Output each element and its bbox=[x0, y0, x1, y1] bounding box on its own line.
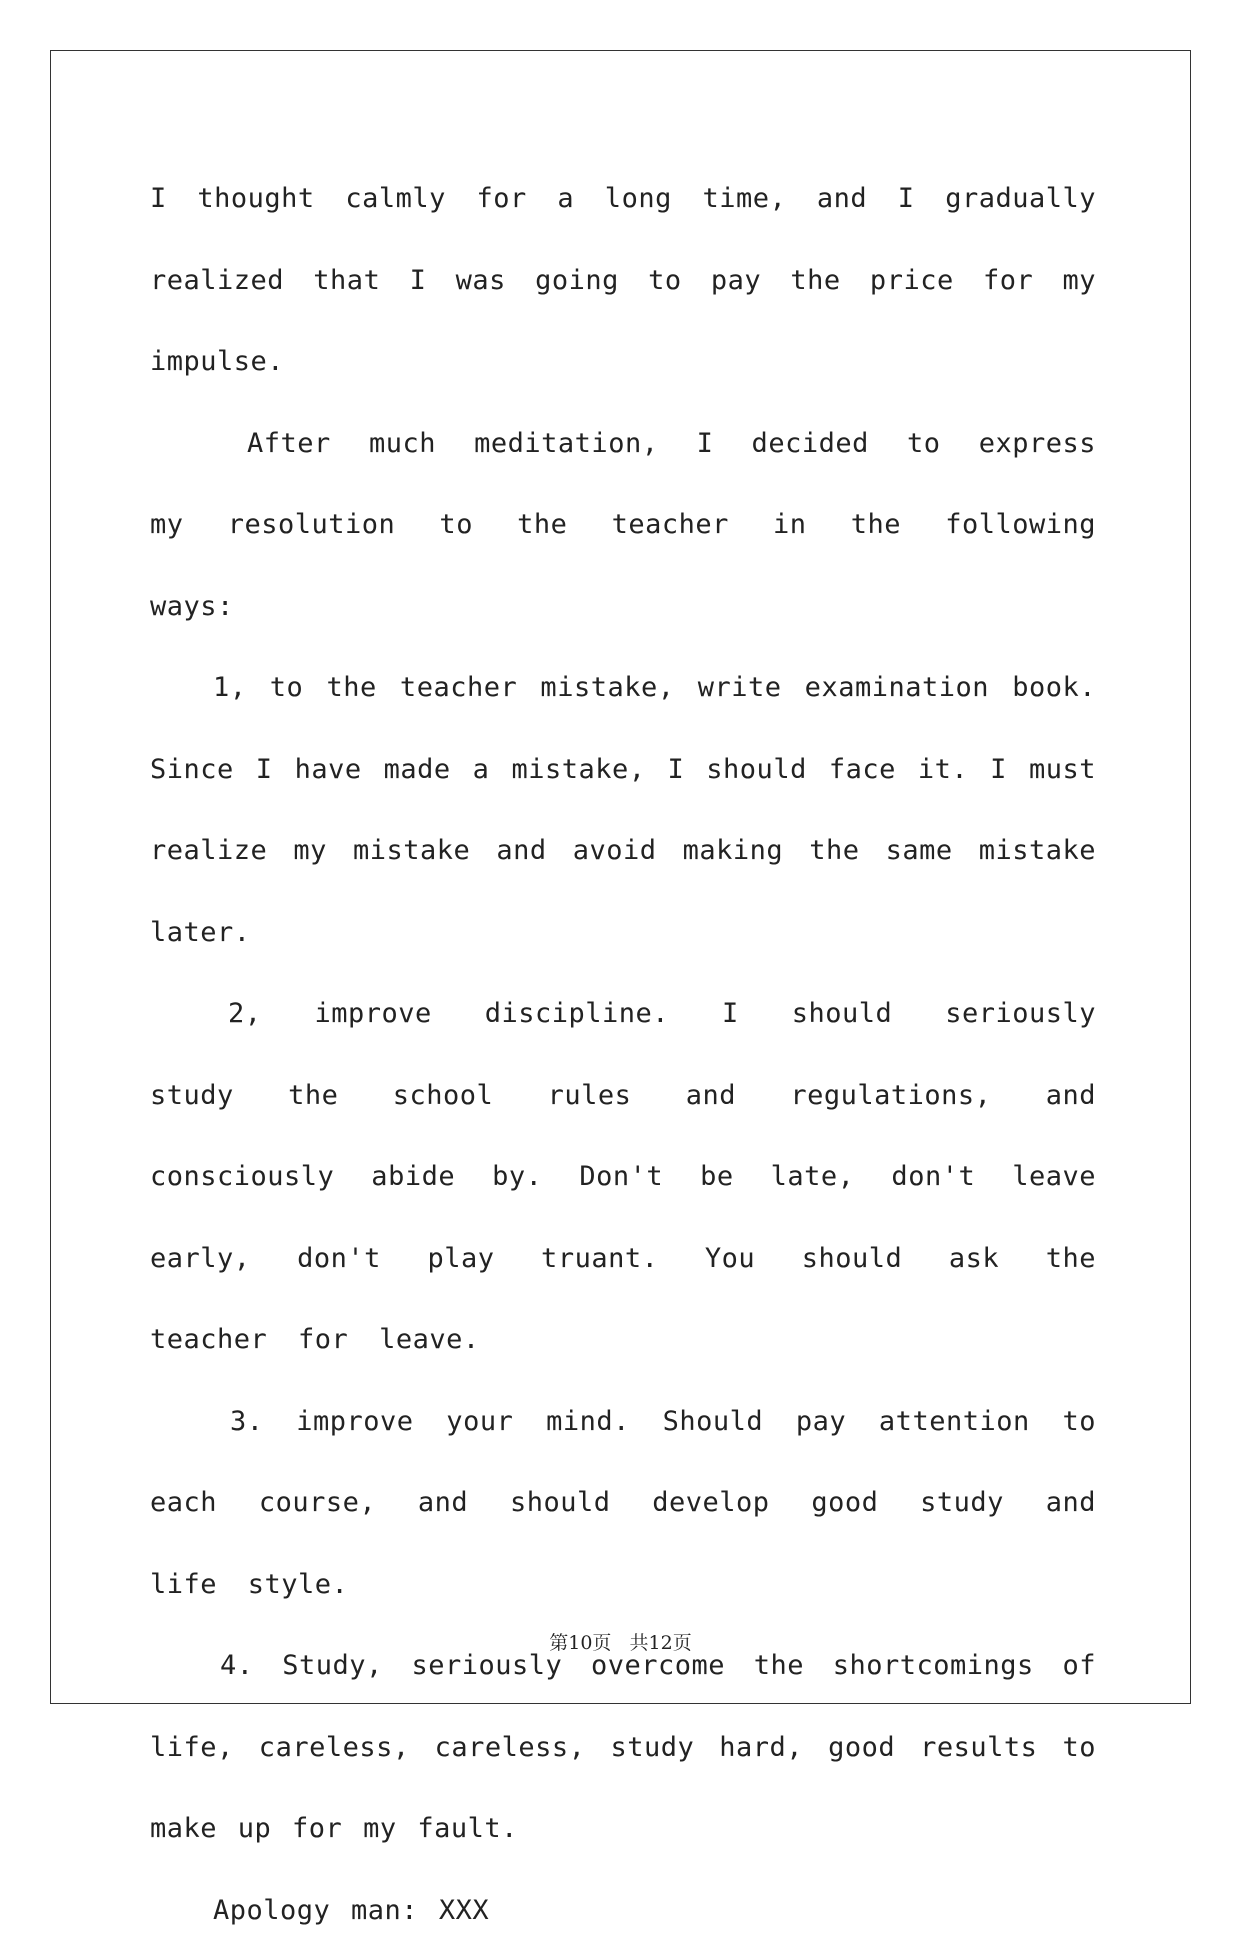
paragraph-point-3: 3. improve your mind. Should pay attention to each course, and should develop good study and life style. bbox=[150, 1381, 1096, 1626]
paragraph-point-4: 4. Study, seriously overcome the shortcomings of life, careless, careless, study hard, good results to make up for my fault. bbox=[150, 1625, 1096, 1870]
paragraph-reflection: I thought calmly for a long time, and I gradually realized that I was going to pay the price for my impulse. bbox=[150, 158, 1096, 403]
signature-line: Apology man: XXX bbox=[150, 1870, 1096, 1951]
page-number: 第10页 共12页 bbox=[549, 1632, 691, 1654]
paragraph-resolution-intro: After much meditation, I decided to express my resolution to the teacher in the following ways: bbox=[150, 403, 1096, 648]
document-body bbox=[150, 158, 1096, 1951]
page-footer bbox=[0, 1628, 1241, 1655]
paragraph-point-2: 2, improve discipline. I should seriously study the school rules and regulations, and consciously abide by. Don't be late, don't leave early, don't play truant. You should ask the teacher for leave. bbox=[150, 973, 1096, 1381]
paragraph-point-1: 1, to the teacher mistake, write examination book. Since I have made a mistake, I should face it. I must realize my mistake and avoid making the same mistake later. bbox=[150, 647, 1096, 973]
